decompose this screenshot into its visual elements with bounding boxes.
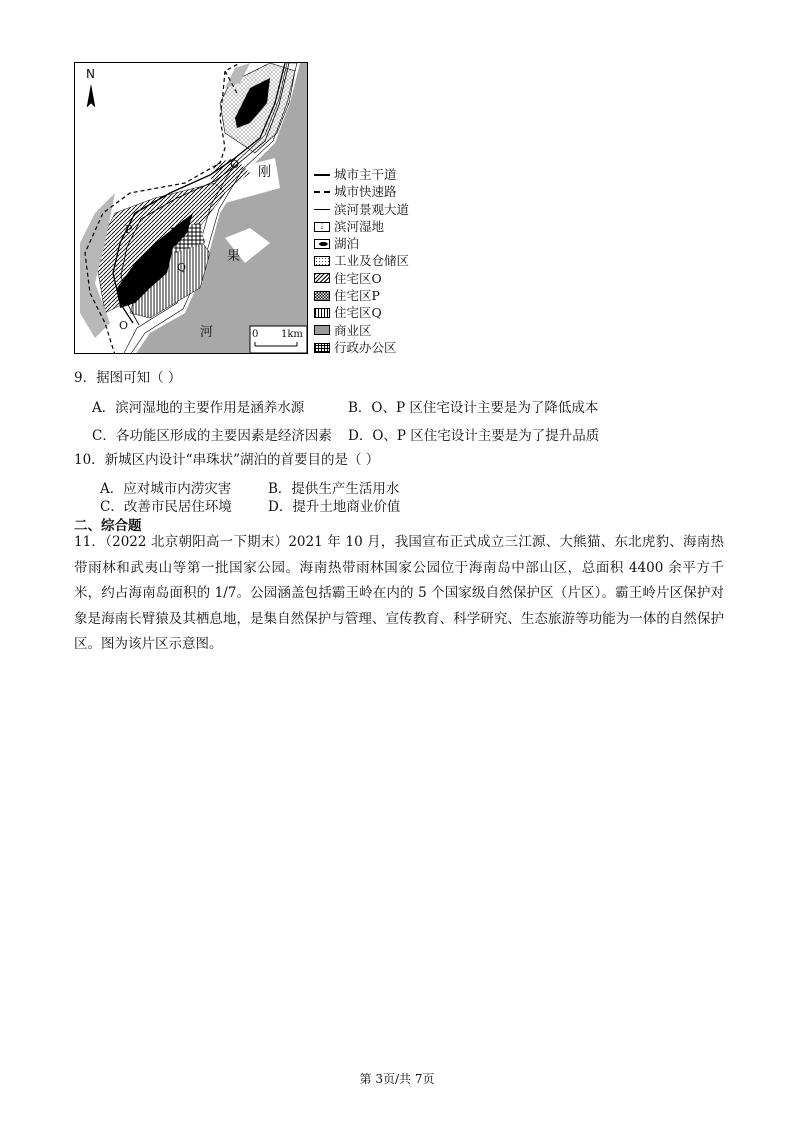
legend-item: 住宅区P	[314, 287, 409, 304]
label-guo: 果	[227, 249, 241, 264]
map-drawing	[75, 63, 308, 354]
label-o-south: O	[119, 319, 129, 332]
legend-item: ⇣ 滨河湿地	[314, 218, 409, 235]
legend-item: 城市主干道	[314, 166, 409, 183]
question-11-text: 11．（2022 北京朝阳高一下期末）2021 年 10 月，我国宣布正式成立三江源、大熊猫、东北虎豹、海南热带雨林和武夷山等第一批国家公园。海南热带雨林国家公园位于海南岛中部山区，总面积 4400 余平方千米，约占海南岛面积的 1/7。公园涵盖包括霸王岭在内的 5 个国家级自然保护区（片区）。霸王岭片区保护对象是海南长臂猿及其栖息地，是集自然保护与管理、宣传教育、科学研究、生态旅游等功能为一体的自然保护区。图为该片区示意图。	[74, 534, 724, 652]
q9-option-d[interactable]: D．O、P 区住宅设计主要是为了提升品质	[348, 428, 600, 444]
q10-option-b[interactable]: B．提供生产生活用水	[268, 481, 400, 497]
question-10-stem: 10．新城区内设计“串珠状”湖泊的首要目的是（ ）	[74, 452, 380, 468]
legend-item: 工业及仓储区	[314, 252, 409, 269]
question-9-stem: 9．据图可知（ ）	[74, 370, 182, 386]
q9-option-c[interactable]: C．各功能区形成的主要因素是经济因素	[92, 428, 332, 444]
label-he: 河	[200, 325, 214, 340]
q9-option-b[interactable]: B．O、P 区住宅设计主要是为了降低成本	[348, 400, 599, 416]
legend-item: 商业区	[314, 322, 409, 339]
north-arrow-icon	[87, 85, 95, 107]
legend-item: 城市快速路	[314, 183, 409, 200]
legend-item: 湖泊	[314, 235, 409, 252]
legend-item: 滨河景观大道	[314, 201, 409, 218]
legend-item: 行政办公区	[314, 339, 409, 356]
map-legend	[314, 166, 409, 356]
label-q: Q	[177, 261, 187, 274]
legend-item: 住宅区O	[314, 270, 409, 287]
q10-option-d[interactable]: D．提升土地商业价值	[268, 499, 401, 515]
label-o-north: O	[230, 158, 240, 171]
label-p: P	[125, 223, 133, 236]
label-gang: 刚	[258, 165, 272, 180]
scale-zero: 0	[252, 329, 259, 340]
q9-option-a[interactable]: A．滨河湿地的主要作用是涵养水源	[92, 400, 305, 416]
q10-option-a[interactable]: A．应对城市内涝灾害	[100, 481, 232, 497]
q10-option-c[interactable]: C．改善市民居住环境	[100, 499, 232, 515]
section-heading: 二、综合题	[74, 518, 142, 534]
page-footer: 第 3页/共 7页	[359, 1072, 435, 1086]
legend-item: 住宅区Q	[314, 304, 409, 321]
city-map	[74, 62, 308, 354]
north-label: N	[86, 67, 95, 81]
scale-distance: 1km	[281, 329, 303, 340]
